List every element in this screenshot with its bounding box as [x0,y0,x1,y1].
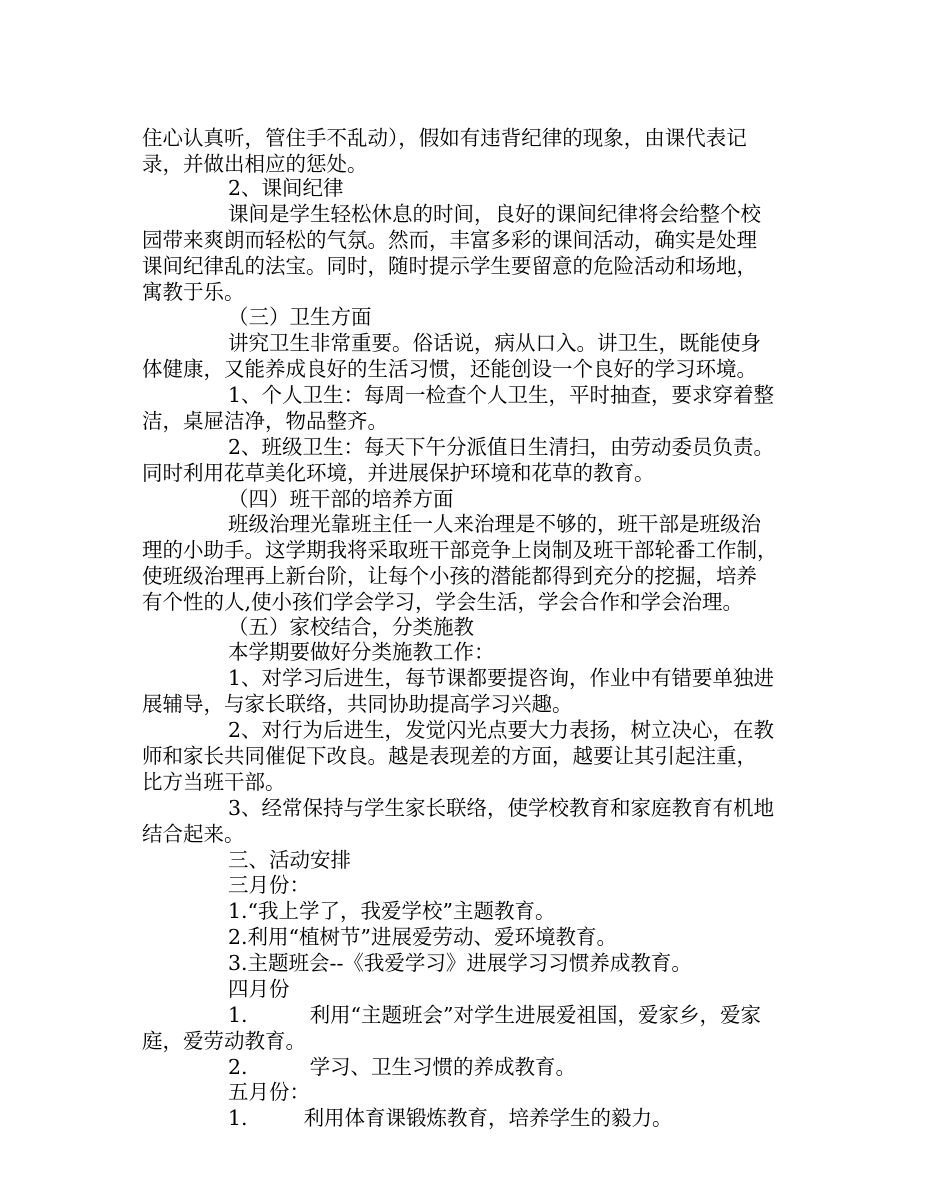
april-item-1-number: 1. [228,1003,248,1027]
line-7: 寓教于乐。 [142,280,245,304]
line-6: 课间纪律乱的法宝。同时，随时提示学生要留意的危险活动和场地， [142,254,757,278]
line-9: 讲究卫生非常重要。俗话说，病从口入。讲卫生，既能使身 [228,331,761,355]
line-22: 1、对学习后进生，每节课都要提咨询，作业中有错要单独进 [228,666,775,690]
may-item-1-text: 利用体育课锻炼教育，培养学生的毅力。 [303,1106,673,1130]
line-18: 使班级治理再上新台阶，让每个小孩的潜能都得到充分的挖掘，培养 [142,564,757,588]
line-21: 本学期要做好分类施教工作： [228,640,495,664]
heading-hygiene: （三）卫生方面 [228,305,372,329]
heading-activities: 三、活动安排 [228,848,351,872]
line-19: 有个性的人,使小孩们学会学习，学会生活，学会合作和学会治理。 [142,590,744,614]
april-item-1-text: 利用“主题班会”对学生进展爱祖国，爱家乡，爱家 [309,1003,762,1027]
may-item-1-number: 1. [228,1106,248,1130]
line-17: 理的小助手。这学期我将采取班干部竞争上岗制及班干部轮番工作制， [142,538,778,562]
heading-april: 四月份 [228,977,290,1001]
line-28: 结合起来。 [142,822,245,846]
line-16: 班级治理光靠班主任一人来治理是不够的，班干部是班级治 [228,512,761,536]
line-23: 展辅导，与家长联络，共同协助提高学习兴趣。 [142,692,573,716]
april-item-1 [228,1001,761,1029]
march-item-2: 2.利用“植树节”进展爱劳动、爱环境教育。 [228,925,618,949]
april-item-1-cont: 庭，爱劳动教育。 [142,1029,306,1053]
line-24: 2、对行为后进生，发觉闪光点要大力表扬，树立决心，在教 [228,718,775,742]
april-item-2-text: 学习、卫生习惯的养成教育。 [309,1055,577,1079]
march-item-3: 3.主题班会--《我爱学习》进展学习习惯养成教育。 [228,951,692,975]
line-13: 2、班级卫生：每天下午分派值日生清扫，由劳动委员负责。 [228,435,775,459]
line-4: 课间是学生轻松休息的时间，良好的课间纪律将会给整个校 [228,202,761,226]
heading-recess-discipline: 2、课间纪律 [228,176,344,200]
line-12: 洁，桌屉洁净，物品整齐。 [142,409,388,433]
line-27: 3、经常保持与学生家长联络，使学校教育和家庭教育有机地 [228,796,775,820]
line-11: 1、个人卫生：每周一检查个人卫生，平时抽查，要求穿着整 [228,383,775,407]
april-item-2 [228,1053,576,1081]
line-26: 比方当班干部。 [142,770,286,794]
line-14: 同时利用花草美化环境，并进展保护环境和花草的教育。 [142,461,655,485]
march-item-1: 1.“我上学了，我爱学校”主题教育。 [228,899,556,923]
line-5: 园带来爽朗而轻松的气氛。然而，丰富多彩的课间活动，确实是处理 [142,228,757,252]
may-item-1 [228,1104,673,1132]
heading-class-cadres: （四）班干部的培养方面 [228,487,454,511]
heading-march: 三月份： [228,873,310,897]
line-10: 体健康，又能养成良好的生活习惯，还能创设一个良好的学习环境。 [142,357,757,381]
line-2: 录，并做出相应的惩处。 [142,152,368,176]
april-item-2-number: 2. [228,1055,248,1079]
line-1: 住心认真听，管住手不乱动），假如有违背纪律的现象，由课代表记 [142,126,747,150]
heading-may: 五月份： [228,1080,310,1104]
line-25: 师和家长共同催促下改良。越是表现差的方面，越要让其引起注重， [142,744,757,768]
heading-home-school: （五）家校结合，分类施教 [228,615,474,639]
